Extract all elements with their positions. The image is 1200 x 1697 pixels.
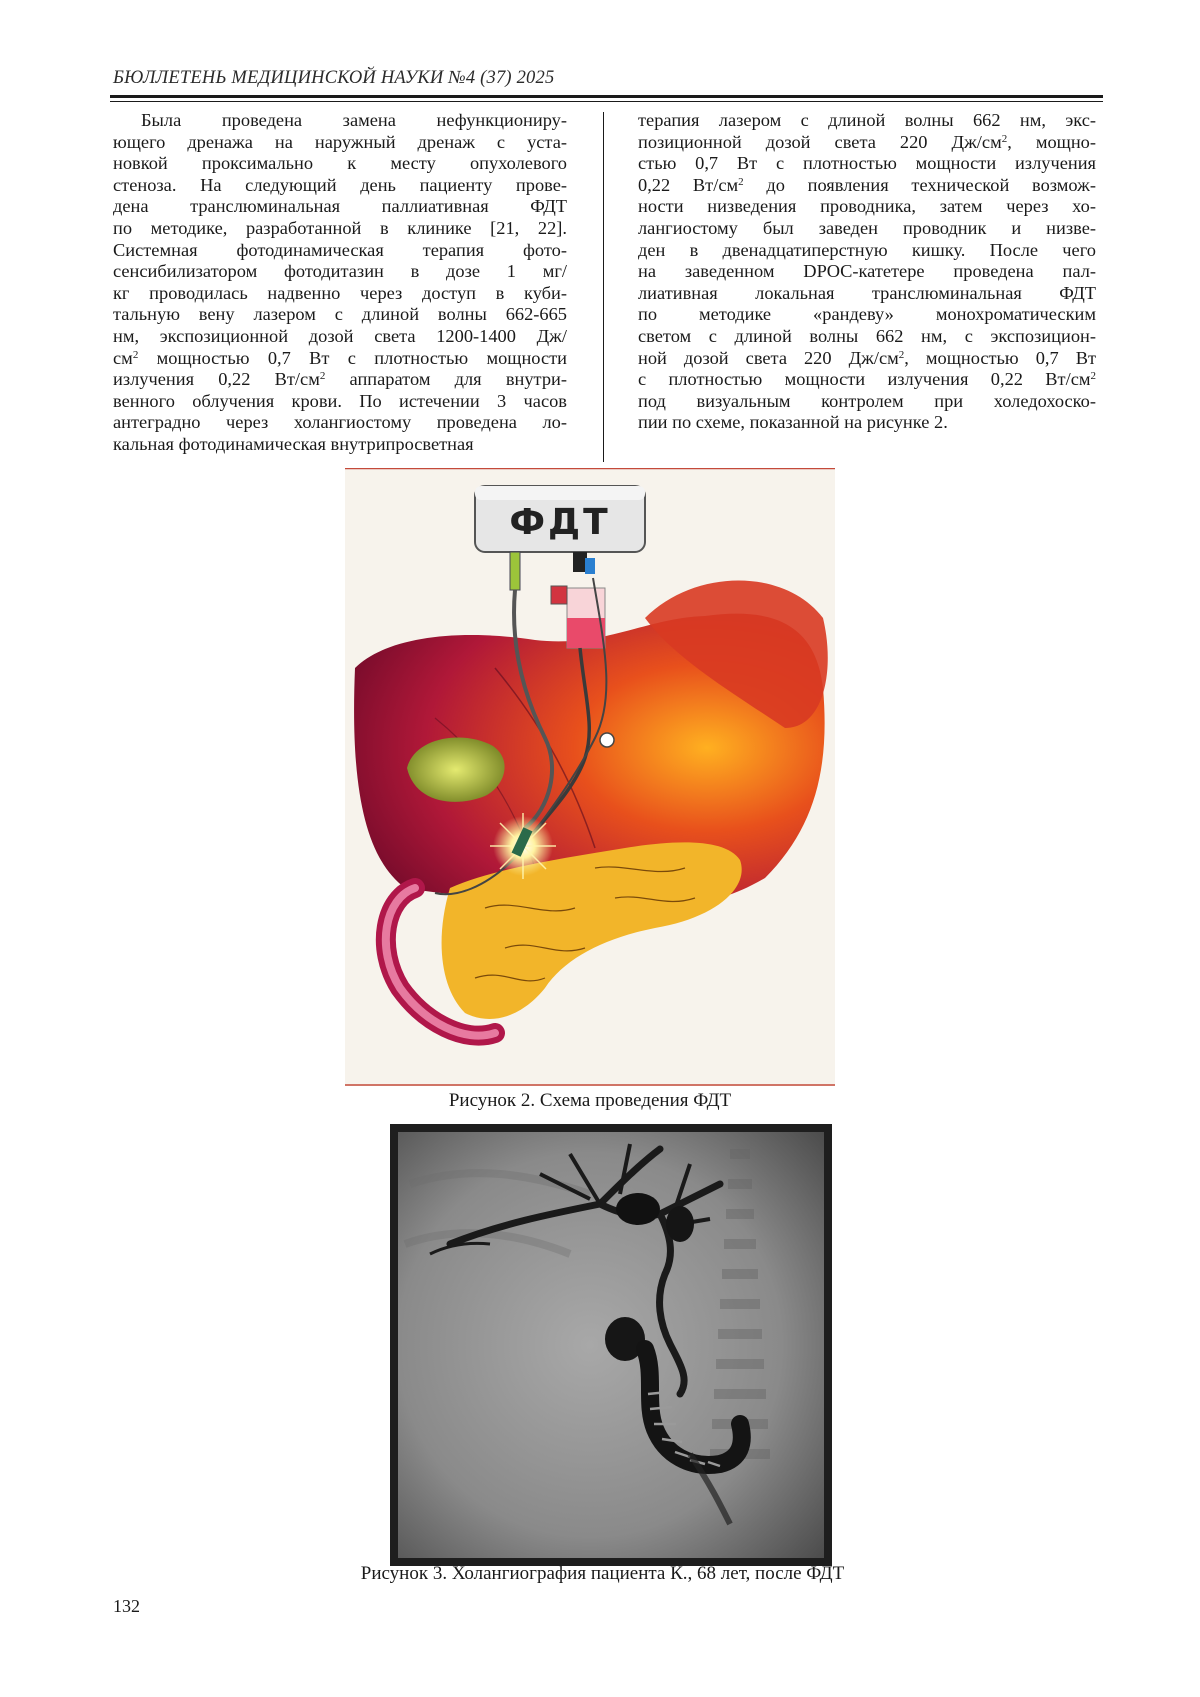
right-text-column [638,110,1096,434]
text-line: новкой проксимально к месту опухолевого [113,153,567,174]
text-fragment: позиционной дозой света 220 Дж/см [638,131,1002,152]
header-rule-thin [110,101,1103,102]
text-line: антеградно через холангиостому проведена ло- [113,412,567,433]
text-line: дена транслюминальная паллиативная ФДТ [113,196,567,217]
text-fragment: см [113,347,133,368]
superscript: 2 [1001,132,1008,145]
text-line: лиативная локальная транслюминальная ФДТ [638,282,1096,303]
text-line [113,348,567,370]
text-fragment: мощностью 0,7 Вт с плотностью мощности [138,347,567,368]
journal-header: БЮЛЛЕТЕНЬ МЕДИЦИНСКОЙ НАУКИ №4 (37) 2025 [113,68,555,88]
superscript: 2 [738,175,744,188]
text-line: сенсибилизатором фотодитазин в дозе 1 мг/ [113,261,567,282]
text-line: лангиостому был заведен проводник и низве- [638,217,1096,238]
column-divider [603,112,604,462]
text-line: кг проводилась надвенно через доступ в куби- [113,282,567,303]
left-text-column [113,110,567,456]
text-line [638,348,1096,370]
text-fragment: 0,22 Вт/см [638,174,739,195]
text-line: по методике, разработанной в клинике [21, 22]. [113,217,567,238]
superscript: 2 [898,348,905,361]
text-line: нм, экспозиционной дозой света 1200-1400 Дж/ [113,325,567,346]
text-line: тальную вену лазером с длиной волны 662-665 [113,304,567,325]
text-fragment: излучения 0,22 Вт/см [113,369,320,390]
text-line: пии по схеме, показанной на рисунке 2. [638,412,948,433]
superscript: 2 [132,348,139,361]
text-line: светом с длиной волны 662 нм, с экспозицион- [638,325,1096,346]
text-line: стеноза. На следующий день пациенту прове- [113,174,567,195]
text-line [638,369,1096,391]
text-fragment: с плотностью мощности излучения 0,22 Вт/см [638,369,1091,390]
figure-cholangiography-xray [390,1124,832,1566]
text-line [638,175,1096,197]
text-fragment: ной дозой света 220 Дж/см [638,347,899,368]
text-fragment: , мощностью 0,7 Вт [904,347,1096,368]
text-line: кальная фотодинамическая внутрипросветная [113,433,474,454]
header-rule-thick [110,95,1103,98]
pdt-device-label: ФДТ [509,502,611,543]
text-line: ности низведения проводника, затем через хо- [638,196,1096,217]
text-line: венного облучения крови. По истечении 3 часов [113,390,567,411]
figure-2-caption: Рисунок 2. Схема проведения ФДТ [448,1090,732,1111]
text-line: ющего дренажа на наружный дренаж с уста- [113,131,567,152]
text-line: под визуальным контролем при холедохоско- [638,390,1096,411]
text-line: по методике «рандеву» монохроматическим [638,304,1096,325]
text-line: стью 0,7 Вт с плотностью мощности излучения [638,153,1096,174]
text-fragment: аппаратом для внутри- [325,369,567,390]
text-fragment: , мощно- [1007,131,1096,152]
text-line [638,132,1096,154]
superscript: 2 [1090,370,1096,383]
superscript: 2 [319,370,326,383]
text-fragment: до появления технической возмож- [743,174,1096,195]
text-line: Системная фотодинамическая терапия фото- [113,239,567,260]
text-line [113,369,567,391]
text-line: на заведенном DPOC-катетере проведена пал- [638,261,1096,282]
text-line: Была проведена замена нефункциониру- [141,110,567,130]
text-line: терапия лазером с длиной волны 662 нм, экс- [638,110,1096,130]
figure-3-caption: Рисунок 3. Холангиография пациента К., 68 лет, после ФДТ [360,1563,845,1584]
figure-pdt-scheme [345,468,835,1086]
text-line: ден в двенадцатиперстную кишку. После чего [638,239,1096,260]
page-number: 132 [113,1596,140,1616]
